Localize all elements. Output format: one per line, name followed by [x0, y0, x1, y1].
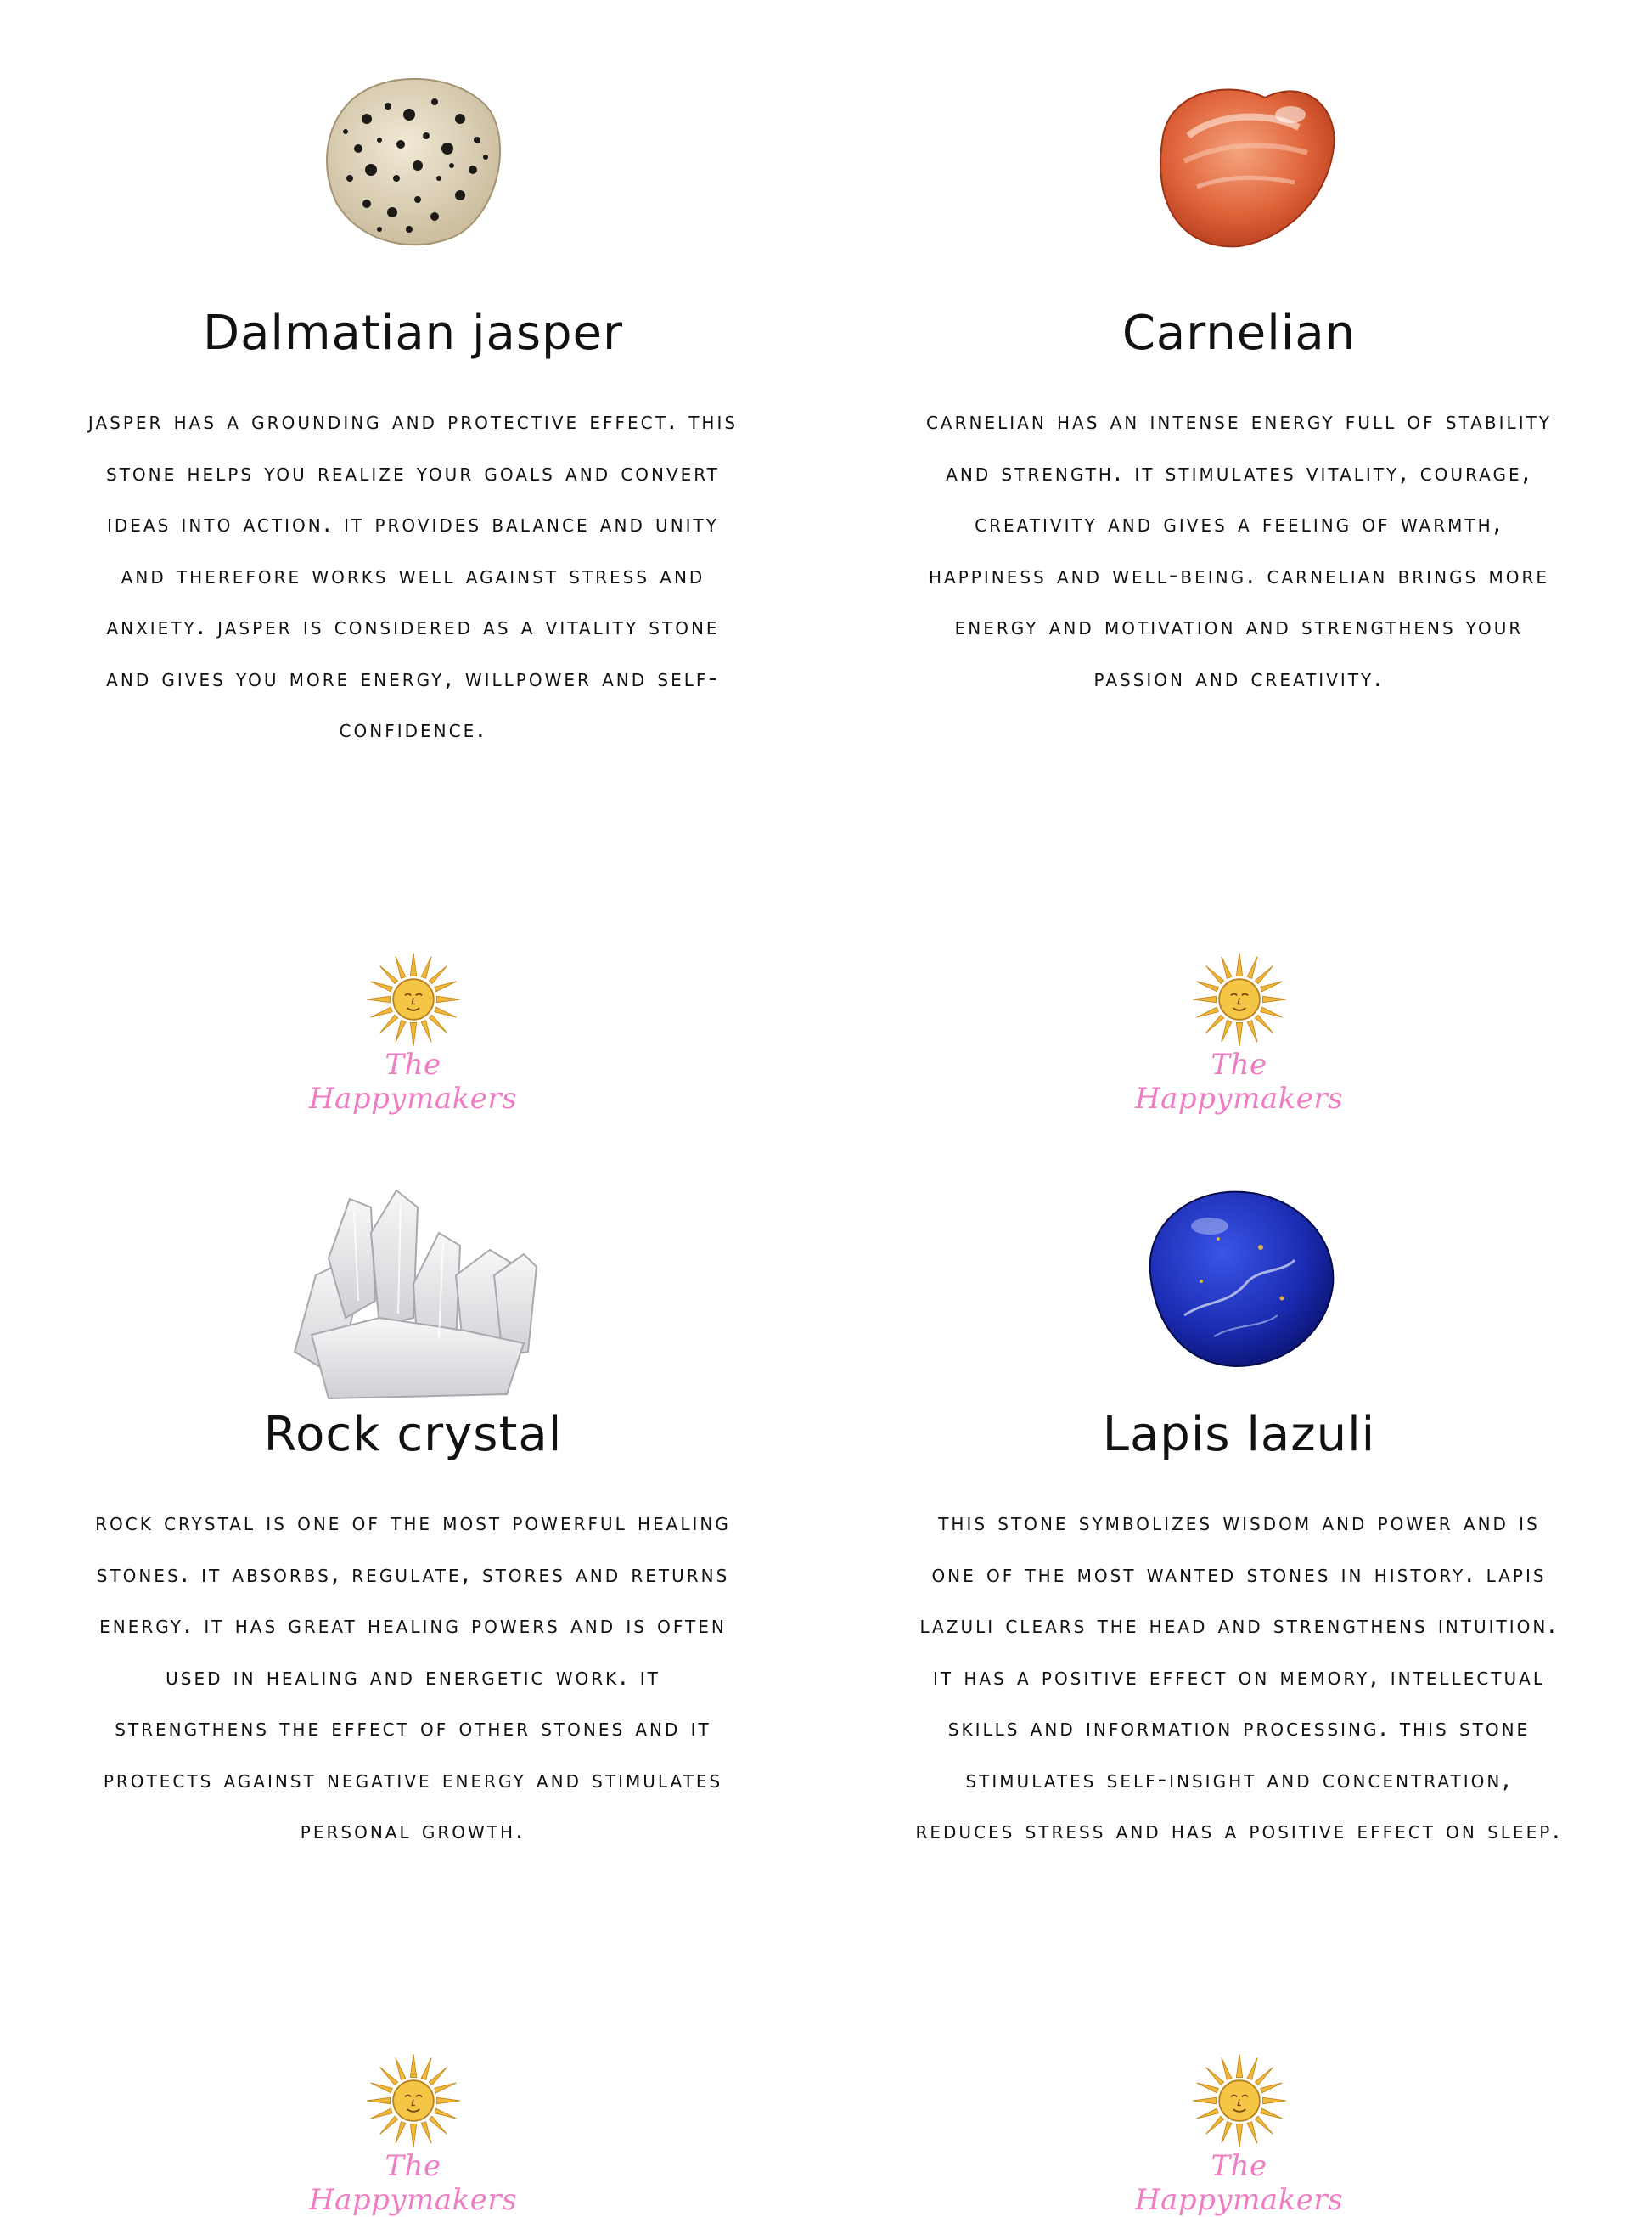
stone-description: carnelian has an intense energy full of stability and strength. it stimulates vitality, courage, creativity and gives a feeling of warmth, happiness and well-being. carnelian brings more energy and motivation and strengthens your passion and creativity.	[925, 406, 1553, 692]
stone-name: Dalmatian jasper	[202, 306, 624, 361]
dalmatian-jasper-stone-image	[316, 68, 511, 255]
stone-name: Lapis lazuli	[1102, 1407, 1376, 1462]
stone-name: Carnelian	[1121, 306, 1357, 361]
lapis-lazuli-stone-image	[1133, 1179, 1346, 1375]
brand-name: The Happymakers	[1134, 2149, 1344, 2217]
stone-card-rock-crystal	[0, 1101, 826, 2217]
stone-card-lapis-lazuli	[826, 1101, 1652, 2217]
sun-face-icon	[367, 953, 460, 1046]
sun-face-icon	[1193, 953, 1286, 1046]
sun-face-icon	[367, 2054, 460, 2147]
brand-logo	[286, 2054, 541, 2217]
rock-crystal-cluster-image	[278, 1182, 549, 1403]
brand-logo	[1112, 953, 1367, 1116]
stone-description: jasper has a grounding and protective effect. this stone helps you realize your goals and convert ideas into action. it provides balance and unity and therefore works well against stress and anxiety. jasper is considered as a vitality stone and gives you more energy, willpower and self-confidence.	[87, 406, 739, 743]
stone-description: rock crystal is one of the most powerful healing stones. it absorbs, regulate, stores and returns energy. it has great healing powers and is often used in healing and energetic work. it strengthens the effect of other stones and it protects against negative energy and stimulates personal growth.	[95, 1507, 731, 1844]
brand-logo	[1112, 2054, 1367, 2217]
brand-name: The Happymakers	[308, 2149, 518, 2217]
brand-name: The Happymakers	[1134, 1048, 1344, 1116]
sun-face-icon	[1193, 2054, 1286, 2147]
brand-logo	[286, 953, 541, 1116]
stone-description: this stone symbolizes wisdom and power and is one of the most wanted stones in history. lapis lazuli clears the head and strengthens intuition. it has a positive effect on memory, intellectual skills and information processing. this stone stimulates self-insight and concentration, reduces stress and has a positive effect on sleep.	[915, 1507, 1563, 1844]
brand-name: The Happymakers	[308, 1048, 518, 1116]
stone-name: Rock crystal	[263, 1407, 563, 1462]
stone-card-carnelian	[826, 0, 1652, 1116]
carnelian-stone-image	[1138, 68, 1341, 263]
stone-card-dalmatian-jasper	[0, 0, 826, 1116]
